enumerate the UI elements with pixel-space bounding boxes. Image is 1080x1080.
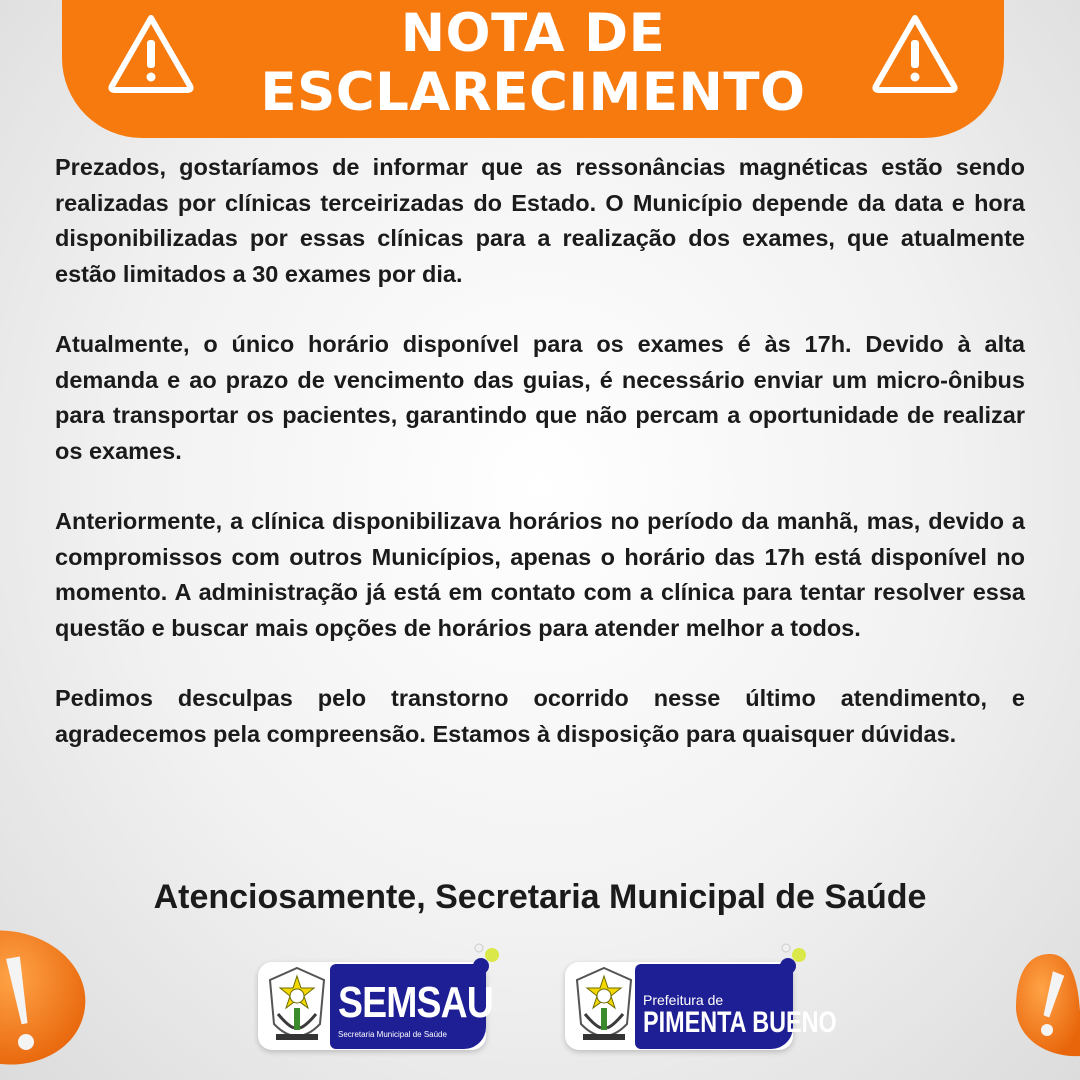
dots-icon (773, 942, 809, 976)
pimenta-bueno-name: PIMENTA BUENO (643, 1006, 837, 1039)
semsau-logo (258, 942, 503, 1062)
crest-icon (571, 964, 637, 1050)
semsau-name: SEMSAU (338, 978, 493, 1027)
title-line-1: NOTA DE (400, 3, 666, 64)
paragraph-3: Anteriormente, a clínica disponibilizava horários no período da manhã, mas, devido a compromissos com outros Municípios, apenas o horário das 17h está disponível no momento. A administração já está em contato com a clínica para tentar resolver essa questão e buscar mais opções de horários para atender melhor a todos. (55, 508, 1025, 641)
page-title (62, 4, 1004, 122)
paragraph-2: Atualmente, o único horário disponível para os exames é às 17h. Devido à alta demanda e ao prazo de vencimento das guias, é necessário enviar um micro-ônibus para transportar os pacientes, garantindo que não percam a oportunidade de realizar os exames. (55, 331, 1025, 464)
semsau-subtitle: Secretaria Municipal de Saúde (338, 1030, 447, 1039)
exclamation-blob-icon (1010, 950, 1080, 1060)
dots-icon (466, 942, 502, 976)
pimenta-bueno-prefix: Prefeitura de (643, 992, 724, 1008)
exclamation-blob-icon (0, 922, 90, 1072)
header-banner (62, 0, 1004, 138)
warning-triangle-icon (870, 12, 960, 94)
warning-triangle-icon (106, 12, 196, 94)
note-body (55, 150, 1025, 787)
title-line-2: ESCLARECIMENTO (260, 62, 806, 123)
signoff: Atenciosamente, Secretaria Municipal de Saúde (153, 878, 927, 916)
paragraph-4: Pedimos desculpas pelo transtorno ocorrido nesse último atendimento, e agradecemos pela compreensão. Estamos à disposição para quaisquer dúvidas. (55, 685, 1025, 747)
crest-icon (264, 964, 330, 1050)
pimenta-bueno-logo (565, 942, 837, 1062)
paragraph-1: Prezados, gostaríamos de informar que as ressonâncias magnéticas estão sendo realizadas por clínicas terceirizadas do Estado. O Município depende da data e hora disponibilizadas por essas clínicas para a realização dos exames, que atualmente estão limitados a 30 exames por dia. (55, 154, 1025, 287)
